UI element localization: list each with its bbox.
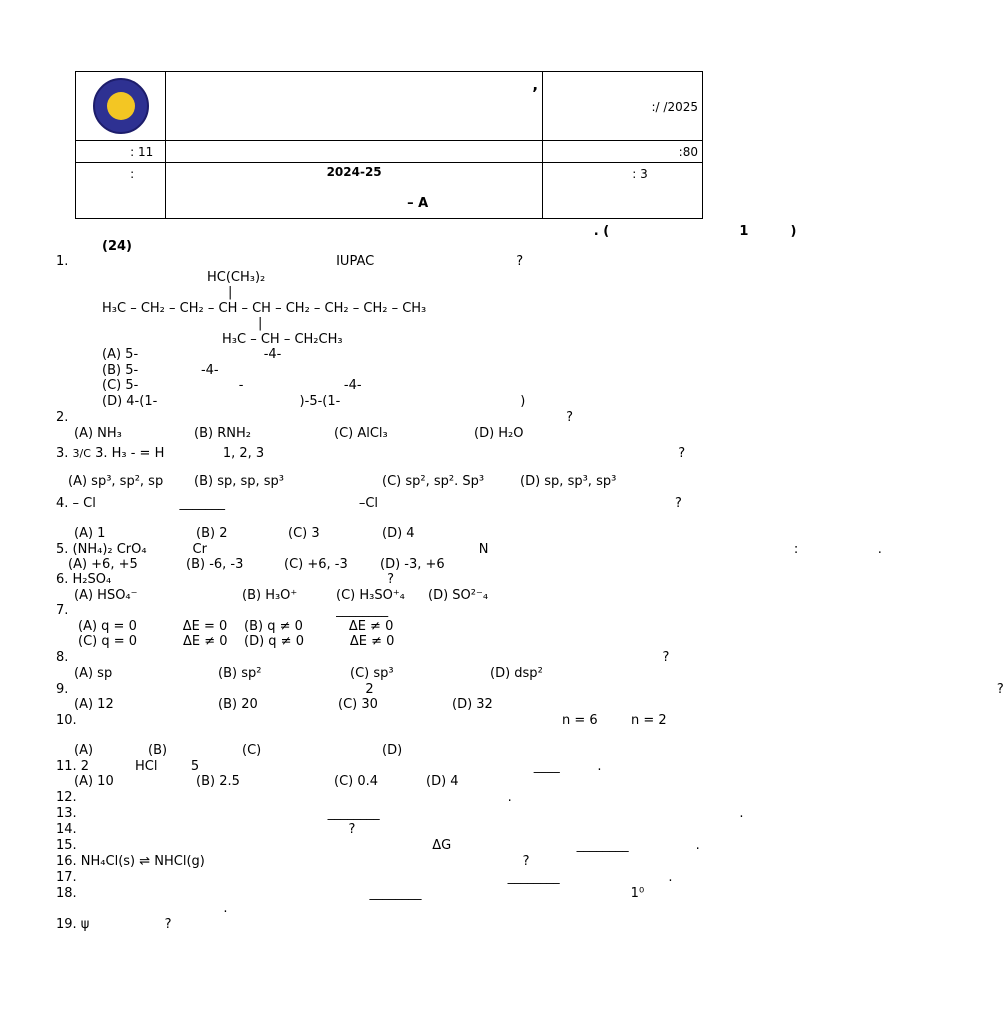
q1-struct-3: H₃C – CH₂ – CH₂ – CH – CH – CH₂ – CH₂ – CH₂ – CH₃ bbox=[102, 301, 427, 316]
q4-stem: 4. – Cl ᅟᅟᅟᅟᅟᅟ _______ᅟᅟᅟᅟᅟᅟᅟ ᅟᅟᅟ –Cl ᅟᅟ ᅟᅟᅟᅟᅟᅟᅟ ᅟᅟᅟ ᅟᅟᅟᅟᅟᅟᅟ ᅟᅟᅟ? bbox=[56, 496, 682, 511]
q6-text: 6. H₂SO₄ ᅟᅟ ᅟᅟᅟᅟᅟᅟᅟᅟ ᅟᅟᅟᅟᅟ ᅟᅟᅟ ᅟᅟ ? bbox=[56, 572, 395, 587]
marks-label: ᅟᅟᅟ:80 bbox=[643, 145, 698, 159]
q16-text: 16. NH₄Cl(s) ⇌ NHCl(g) ᅟ ᅟᅟᅟᅟᅟᅟ ᅟᅟ ᅟᅟᅟᅟᅟ ᅟᅟᅟᅟᅟᅟᅟ ᅟᅟ ? bbox=[56, 854, 530, 869]
q1-option-d: (D) 4-(1-ᅟᅟᅟᅟᅟᅟ ᅟᅟᅟᅟᅟ)-5-(1-ᅟᅟᅟᅟᅟᅟ ᅟᅟᅟᅟᅟᅟᅟᅟ) ᅟᅟᅟᅟᅟᅟ bbox=[102, 394, 605, 409]
school-name-cell bbox=[166, 72, 543, 141]
date-cell bbox=[543, 72, 703, 141]
q3-options bbox=[68, 474, 748, 489]
q1-option-a: (A) 5-ᅟᅟᅟᅟᅟᅟᅟᅟᅟᅟ-4-ᅟᅟᅟᅟᅟᅟᅟᅟᅟᅟᅟᅟᅟᅟᅟ ᅟᅟᅟᅟᅟᅟ bbox=[102, 347, 550, 362]
q8-option-d: (D) dsp² bbox=[490, 666, 543, 681]
q7-options-row1 bbox=[78, 619, 758, 634]
q1-text: 1. ᅟᅟᅟᅟᅟᅟ ᅟᅟᅟᅟᅟᅟᅟᅟᅟ ᅟᅟᅟᅟᅟ IUPAC ᅟᅟᅟ ᅟᅟᅟᅟᅟ ᅟᅟ ? bbox=[56, 254, 524, 269]
q6-options bbox=[74, 588, 754, 603]
class-cell bbox=[76, 141, 166, 163]
q18-text-cont: ᅟᅟᅟᅟᅟᅟᅟ ᅟᅟᅟᅟᅟᅟ. bbox=[56, 901, 228, 916]
q18-text: 18. ᅟᅟᅟᅟᅟᅟᅟ ᅟᅟᅟᅟᅟᅟᅟᅟᅟᅟᅟ ᅟᅟᅟᅟ ________ᅟᅟᅟᅟᅟᅟᅟᅟᅟᅟ ᅟᅟᅟᅟᅟᅟ 1⁰ ᅟᅟ ᅟᅟᅟᅟᅟᅟᅟ ᅟᅟᅟᅟᅟᅟᅟ ᅟᅟᅟᅟᅟ bbox=[56, 886, 925, 901]
q10-option-d: (D) ᅟᅟᅟᅟᅟᅟ bbox=[382, 743, 482, 758]
q1-option-c: (C) 5-ᅟᅟᅟᅟᅟᅟᅟᅟ-ᅟᅟᅟᅟᅟᅟᅟᅟ-4- ᅟᅟᅟᅟᅟᅟᅟᅟᅟᅟᅟᅟᅟ ᅟᅟᅟᅟᅟᅟ bbox=[102, 378, 609, 393]
q3-option-b: (B) sp, sp, sp³ bbox=[194, 474, 285, 489]
school-name-line2: ᅟᅟᅟᅟᅟᅟ bbox=[170, 97, 258, 115]
q17-text: 17. ᅟᅟᅟᅟᅟᅟᅟᅟᅟᅟᅟᅟᅟᅟᅟᅟᅟᅟᅟ ᅟᅟᅟᅟ ᅟᅟᅟᅟᅟᅟᅟᅟᅟᅟ ________ᅟᅟ ᅟᅟᅟᅟ ᅟᅟ. bbox=[56, 870, 673, 885]
q10-options bbox=[74, 743, 754, 758]
q1-struct-2: | bbox=[228, 285, 233, 300]
q2-option-a: (A) NH₃ bbox=[74, 426, 122, 441]
q1-struct-4: | bbox=[258, 316, 263, 331]
time-label: ᅟᅟᅟ : 3 ᅟᅟᅟᅟ bbox=[593, 167, 698, 181]
q7-option-a: (A) q = 0 ᅟᅟᅟ ΔE = 0 bbox=[78, 619, 228, 634]
q8-option-a: (A) sp bbox=[74, 666, 113, 681]
q4-text bbox=[56, 496, 736, 511]
q5-text: 5. (NH₄)₂ CrO₄ ᅟᅟᅟ Cr ᅟᅟ ᅟᅟᅟᅟᅟᅟᅟᅟᅟᅟᅟᅟ ᅟᅟᅟ ᅟᅟᅟ N ᅟᅟ ᅟᅟᅟᅟᅟᅟᅟᅟᅟᅟᅟᅟ ᅟᅟᅟ ᅟᅟᅟᅟᅟᅟ: ᅟᅟᅟᅟᅟᅟ. bbox=[56, 542, 882, 557]
exam-cell bbox=[166, 141, 543, 163]
q2-option-c: (C) AlCl₃ bbox=[334, 426, 388, 441]
q11-option-c: (C) 0.4 bbox=[334, 774, 379, 789]
q11-text: 11. 2 ᅟᅟᅟ HCl ᅟᅟ 5 ᅟᅟᅟᅟ ᅟᅟᅟᅟ ᅟᅟᅟᅟᅟᅟᅟᅟᅟ ᅟᅟᅟᅟᅟᅟᅟᅟ ____ᅟᅟᅟ. bbox=[56, 759, 602, 774]
date-label: ᅟᅟ :/ /2025 bbox=[624, 99, 698, 114]
q11-option-d: (D) 4 bbox=[426, 774, 459, 789]
q1-struct-5: H₃C – CH – CH₂CH₃ bbox=[222, 332, 343, 347]
q3-frac-1: 3/C bbox=[72, 447, 91, 460]
q4-option-b: (B) 2 bbox=[196, 526, 228, 541]
q8-option-c: (C) sp³ bbox=[350, 666, 394, 681]
q7-text: 7. ᅟᅟᅟᅟᅟᅟᅟ ᅟᅟᅟᅟᅟᅟᅟᅟᅟ ᅟᅟᅟᅟ ________ bbox=[56, 603, 389, 618]
school-name: ᅟᅟᅟᅟᅟᅟᅟᅟᅟᅟᅟᅟᅟᅟᅟᅟᅟᅟᅟᅟᅟᅟᅟᅟᅟ, bbox=[170, 76, 539, 94]
q2-option-d: (D) H₂O bbox=[474, 426, 524, 441]
q4-options bbox=[74, 526, 754, 541]
q1-struct-1: HC(CH₃)₂ bbox=[207, 270, 266, 285]
q2-options bbox=[74, 426, 754, 441]
q7-option-b: (B) q ≠ 0 ᅟᅟᅟ ΔE ≠ 0 bbox=[244, 619, 394, 634]
q10-text: 10. ᅟᅟᅟᅟᅟᅟᅟᅟᅟ ᅟᅟᅟᅟᅟᅟᅟᅟᅟᅟ ᅟᅟᅟᅟᅟᅟᅟᅟᅟᅟᅟ ᅟᅟᅟᅟᅟᅟᅟ n = 6 ᅟᅟ n = 2 ᅟᅟᅟᅟ ᅟᅟᅟ ᅟᅟ ᅟᅟ ᅟᅟᅟᅟᅟᅟ ᅟᅟ bbox=[56, 713, 931, 728]
q3-option-d: (D) sp, sp³, sp³ bbox=[520, 474, 617, 489]
instruction: ᅟᅟᅟᅟ ᅟᅟᅟᅟᅟ ᅟᅟᅟᅟᅟᅟᅟᅟᅟᅟ ᅟᅟᅟᅟᅟᅟ ᅟᅟᅟᅟ ᅟᅟᅟᅟᅟ ᅟᅟᅟ. (ᅟᅟᅟᅟᅟᅟᅟᅟᅟᅟ 1 ᅟᅟᅟ) bbox=[102, 224, 797, 239]
q2-option-b: (B) RNH₂ bbox=[194, 426, 251, 441]
q3-stem: 3. H₃ - = H ᅟᅟᅟᅟ 1, 2, 3 ᅟᅟᅟᅟᅟᅟᅟᅟᅟᅟᅟ ᅟᅟᅟᅟᅟᅟᅟᅟ ᅟᅟᅟᅟᅟᅟᅟ ᅟᅟᅟ ᅟᅟ ? bbox=[95, 446, 686, 461]
q9-options bbox=[74, 697, 754, 712]
q3-option-a: (A) sp³, sp², sp bbox=[68, 474, 164, 489]
q3-option-c: (C) sp², sp². Sp³ bbox=[382, 474, 485, 489]
q5-option-c: (C) +6, -3 bbox=[284, 557, 348, 572]
q7-option-d: (D) q ≠ 0 ᅟᅟᅟ ΔE ≠ 0 bbox=[244, 634, 395, 649]
q6-option-b: (B) H₃O⁺ bbox=[242, 588, 298, 603]
q8-option-b: (B) sp² bbox=[218, 666, 262, 681]
q9-option-b: (B) 20 bbox=[218, 697, 258, 712]
q6-option-c: (C) H₃SO⁺₄ bbox=[336, 588, 405, 603]
q7-options-row2 bbox=[78, 634, 758, 649]
academic-year: 2024-25 bbox=[326, 165, 382, 179]
q19-text: 19. ψ ᅟᅟᅟ ᅟᅟ ? bbox=[56, 917, 172, 932]
q5-options bbox=[68, 557, 748, 572]
q11-option-b: (B) 2.5 bbox=[196, 774, 240, 789]
q14-text: 14. ᅟᅟᅟᅟᅟᅟ ᅟᅟᅟᅟᅟᅟᅟ ᅟᅟᅟᅟ ᅟᅟᅟ ? bbox=[56, 822, 356, 837]
marks-cell bbox=[543, 141, 703, 163]
q10-option-a: (A) ᅟᅟᅟᅟᅟᅟ bbox=[74, 743, 173, 758]
q11-options bbox=[74, 774, 754, 789]
q9-option-d: (D) 32 bbox=[452, 697, 493, 712]
q3-text: 3. 3/C 3. H₃ - = H ᅟᅟᅟᅟ 1, 2, 3 ᅟᅟᅟᅟᅟᅟᅟᅟᅟᅟᅟ ᅟᅟᅟᅟᅟᅟᅟᅟ ᅟᅟᅟᅟᅟᅟᅟ ᅟᅟᅟ ᅟᅟ ? bbox=[56, 446, 686, 461]
q6-option-d: (D) SO²⁻₄ bbox=[428, 588, 489, 603]
q4-option-d: (D) 4 bbox=[382, 526, 415, 541]
q15-text: 15. ᅟᅟᅟᅟᅟᅟᅟᅟᅟᅟᅟᅟᅟ ᅟᅟᅟᅟᅟᅟᅟᅟᅟᅟ ᅟᅟᅟᅟ ΔG ᅟᅟᅟ ᅟᅟᅟᅟᅟᅟ ________ᅟᅟᅟ ᅟᅟ. bbox=[56, 838, 700, 853]
q8-options bbox=[74, 666, 754, 681]
q10-option-c: (C) ᅟᅟᅟᅟᅟᅟᅟᅟᅟᅟ bbox=[242, 743, 391, 758]
q5-option-d: (D) -3, +6 bbox=[380, 557, 445, 572]
q11-option-a: (A) 10 bbox=[74, 774, 114, 789]
q9-text: 9. ᅟᅟ ᅟᅟᅟᅟᅟᅟᅟ ᅟᅟᅟᅟ ᅟᅟᅟᅟᅟᅟᅟᅟᅟ 2 ᅟᅟᅟᅟᅟᅟᅟᅟᅟᅟᅟᅟᅟ ᅟᅟᅟ ᅟᅟᅟᅟ ᅟᅟᅟᅟᅟᅟᅟᅟᅟᅟᅟ ᅟᅟᅟᅟᅟᅟᅟᅟ ᅟᅟᅟᅟᅟ ᅟᅟᅟ ? bbox=[56, 682, 1004, 697]
q5-option-a: (A) +6, +5 bbox=[68, 557, 138, 572]
q4-option-a: (A) 1 bbox=[74, 526, 106, 541]
q1-option-b: (B) 5-ᅟᅟᅟᅟᅟ-4-ᅟᅟᅟᅟᅟᅟᅟᅟ ᅟᅟᅟᅟᅟ bbox=[102, 363, 386, 378]
section-title: ᅟᅟᅟᅟᅟ – A bbox=[339, 196, 429, 211]
q5-option-b: (B) -6, -3 bbox=[186, 557, 244, 572]
q7-option-c: (C) q = 0 ᅟᅟᅟ ΔE ≠ 0 bbox=[78, 634, 228, 649]
q9-option-a: (A) 12 bbox=[74, 697, 114, 712]
q10-option-b: (B) ᅟᅟᅟᅟᅟ bbox=[148, 743, 234, 758]
q12-text: 12. ᅟᅟᅟᅟᅟᅟᅟᅟᅟᅟᅟᅟᅟᅟᅟ ᅟᅟᅟᅟᅟᅟᅟᅟ ᅟᅟᅟᅟᅟᅟᅟ ᅟᅟᅟ. bbox=[56, 790, 512, 805]
q10-text-cont: ᅟᅟᅟᅟᅟᅟᅟᅟᅟ ᅟᅟᅟ bbox=[56, 728, 211, 743]
q8-text: 8. ᅟᅟᅟᅟᅟᅟᅟᅟᅟᅟᅟᅟᅟᅟ ᅟᅟᅟ ᅟᅟᅟᅟᅟᅟᅟᅟᅟᅟ ᅟᅟᅟᅟᅟᅟᅟ ᅟᅟᅟᅟᅟᅟᅟᅟ ᅟᅟᅟ ? bbox=[56, 650, 670, 665]
q4-option-c: (C) 3 bbox=[288, 526, 320, 541]
instruction-total: (24) bbox=[102, 239, 132, 254]
q13-text: 13. ᅟᅟᅟᅟᅟᅟᅟᅟᅟ ᅟᅟᅟᅟᅟᅟᅟᅟᅟᅟ ________ᅟᅟ ᅟᅟᅟᅟᅟ ᅟᅟᅟᅟᅟᅟᅟᅟ ᅟᅟᅟᅟᅟ ᅟᅟᅟᅟᅟ ᅟᅟ. bbox=[56, 806, 744, 821]
school-logo bbox=[93, 78, 149, 134]
q2-text: 2. ᅟᅟᅟᅟᅟᅟᅟ ᅟᅟᅟᅟᅟ ᅟᅟᅟ ᅟᅟᅟᅟᅟᅟ ᅟᅟᅟ ᅟᅟᅟᅟᅟ ᅟᅟᅟᅟᅟ ᅟᅟᅟ? bbox=[56, 410, 574, 425]
subject-label: ᅟᅟᅟᅟ : ᅟᅟᅟᅟᅟ ᅟᅟᅟᅟᅟᅟᅟ bbox=[80, 167, 162, 215]
q9-option-c: (C) 30 bbox=[338, 697, 378, 712]
exam-name: ᅟᅟᅟᅟᅟᅟᅟ ᅟᅟᅟᅟᅟᅟᅟᅟ bbox=[265, 145, 443, 159]
logo-cell bbox=[76, 72, 166, 141]
q6-option-a: (A) HSO₄⁻ bbox=[74, 588, 138, 603]
class-label: ᅟᅟᅟᅟ : 11 bbox=[80, 145, 154, 159]
